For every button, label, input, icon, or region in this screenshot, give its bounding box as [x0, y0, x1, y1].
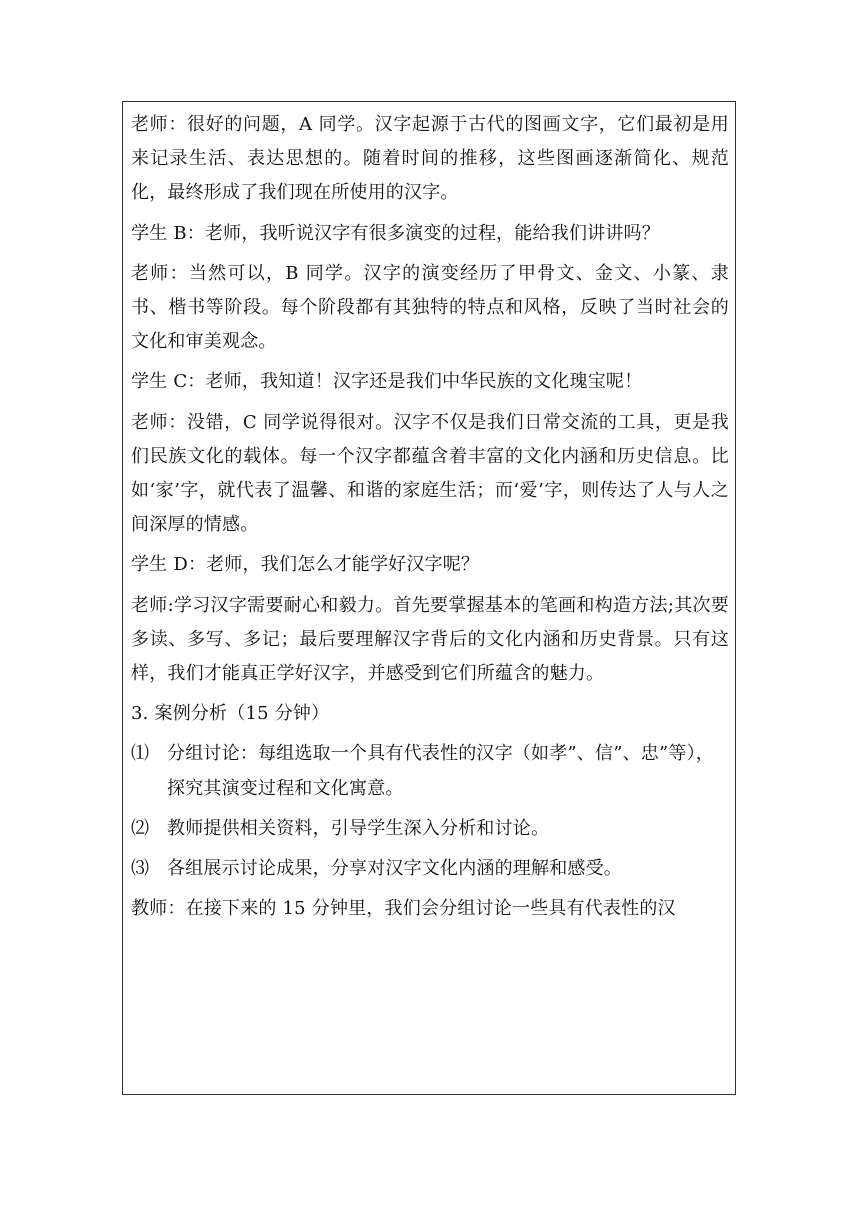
dialogue-paragraph: 老师：很好的问题，A 同学。汉字起源于古代的图画文字，它们最初是用来记录生活、表达思想的。随着时间的推移，这些图画逐渐简化、规范化，最终形成了我们现在所使用的汉字。 — [131, 114, 729, 204]
dialogue-paragraph: 学生 D：老师，我们怎么才能学好汉字呢？ — [131, 554, 480, 576]
dialogue-paragraph: 学生 B：老师，我听说汉字有很多演变的过程，能给我们讲讲吗？ — [131, 222, 660, 244]
list-item — [131, 737, 729, 805]
dialogue-paragraph: 老师：当然可以，B 同学。汉字的演变经历了甲骨文、金文、小篆、隶书、楷书等阶段。每个阶段都有其独特的特点和风格，反映了当时社会的文化和审美观念。 — [131, 262, 729, 353]
closing-paragraph: 教师：在接下来的 15 分钟里，我们会分组讨论一些具有代表性的汉 — [131, 898, 676, 920]
lesson-content — [131, 108, 729, 926]
list-item — [131, 812, 729, 846]
list-item-text: 各组展示讨论成果，分享对汉字文化内涵的理解和感受。 — [167, 858, 622, 880]
list-item-number: ⑶ — [131, 858, 150, 880]
dialogue-paragraph: 老师:学习汉字需要耐心和毅力。首先要掌握基本的笔画和构造方法;其次要多读、多写、多记；最后要理解汉字背后的文化内涵和历史背景。只有这样，我们才能真正学好汉字，并感受到它们所蕴含的魅力。 — [131, 594, 729, 685]
list-item — [131, 852, 729, 886]
dialogue-paragraph: 学生 C：老师，我知道！汉字还是我们中华民族的文化瑰宝呢！ — [131, 371, 643, 393]
list-item-text: 教师提供相关资料，引导学生深入分析和讨论。 — [167, 817, 550, 839]
section-heading: 3. 案例分析（15 分钟） — [131, 703, 330, 725]
list-item-number: ⑴ — [131, 743, 150, 765]
list-item-number: ⑵ — [131, 817, 150, 839]
dialogue-paragraph: 老师：没错，C 同学说得很对。汉字不仅是我们日常交流的工具，更是我们民族文化的载体。每一个汉字都蕴含着丰富的文化内涵和历史信息。比如‘家’字，就代表了温馨、和谐的家庭生活；而‘爱’字，则传达了人与人之间深厚的情感。 — [131, 411, 729, 536]
list-item-text: 分组讨论：每组选取一个具有代表性的汉字（如孝”、信”、忠”等），探究其演变过程和文化寓意。 — [167, 743, 715, 799]
